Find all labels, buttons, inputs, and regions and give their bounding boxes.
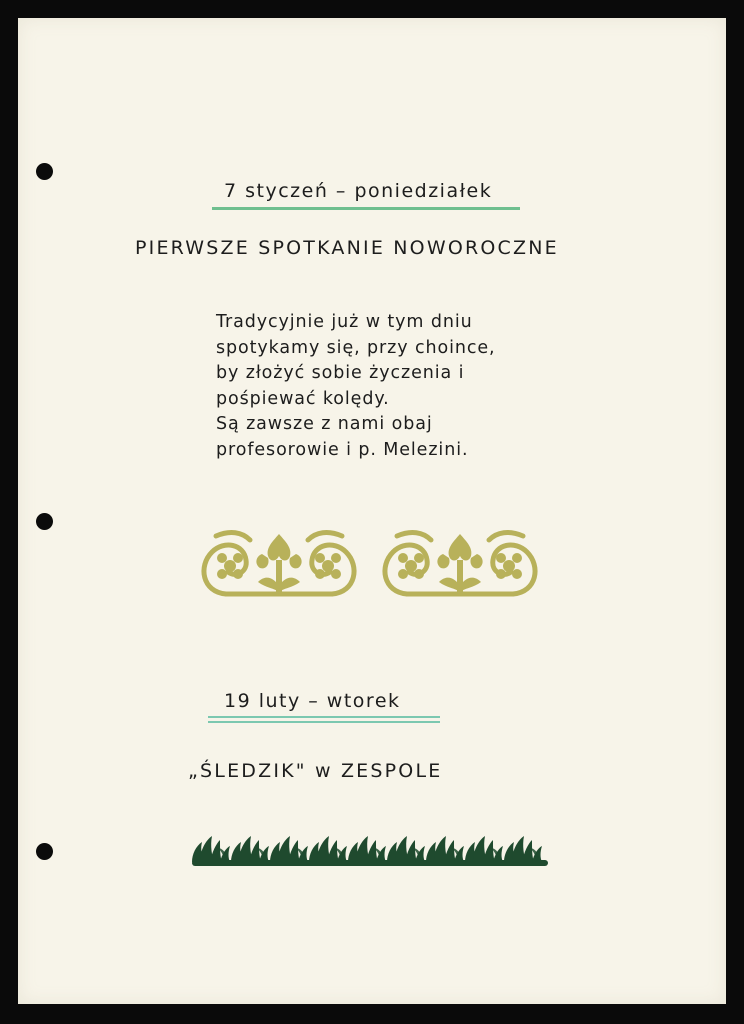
event-title: PIERWSZE SPOTKANIE NOWOROCZNE (135, 237, 559, 259)
description-line: pośpiewać kolędy. (216, 388, 390, 409)
heading-underline (208, 721, 440, 723)
punch-hole (36, 163, 53, 180)
description-line: Są zawsze z nami obaj (216, 414, 433, 434)
event-title: „ŚLEDZIK" w ZESPOLE (188, 760, 443, 782)
heading-underline (208, 716, 440, 718)
description-line: profesorowie i p. Melezini. (216, 439, 469, 460)
punch-hole (36, 513, 53, 530)
description-line: by złożyć sobie życzenia i (216, 363, 465, 383)
floral-scroll-ornament (377, 526, 543, 604)
event-description (216, 310, 495, 463)
document-page (18, 18, 726, 1004)
event-date-heading: 19 luty – wtorek (224, 690, 401, 712)
description-line: spotykamy się, przy choince, (216, 337, 496, 358)
palmette-border-ornament (192, 832, 548, 868)
event-date-heading: 7 styczeń – poniedziałek (224, 180, 493, 202)
heading-underline (212, 207, 520, 210)
floral-scroll-ornament (196, 526, 362, 604)
punch-hole (36, 843, 53, 860)
description-line: Tradycyjnie już w tym dniu (216, 312, 473, 332)
